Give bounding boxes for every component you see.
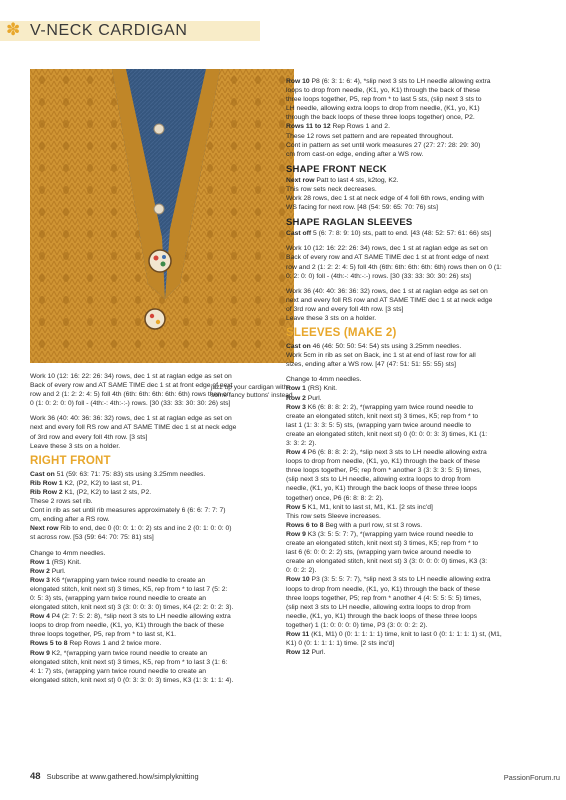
text-line: create an elongated stitch, knit next st) 3 times, K5; rep from * to	[286, 412, 479, 420]
row-instruction: Purl.	[309, 649, 326, 657]
text-line: (slip next 3 sts to LH needle, allowing extra loops to drop from	[286, 603, 471, 611]
pattern-row-line	[286, 342, 552, 351]
row-label: Row 9	[30, 649, 50, 657]
text-line: 3: 3: 2: 2).	[286, 440, 317, 447]
text-line: This row sets neck decreases.	[286, 185, 377, 193]
text-line: three loops together, P5, rep from * to last 5 sts, (slip next 3 sts to	[286, 96, 482, 104]
row-instruction: Beg with a purl row, st st 3 rows.	[323, 521, 423, 529]
page-title: V-NECK CARDIGAN	[30, 22, 188, 39]
text-line: three loops together, P5; rep from * another 3 (3: 3: 3: 5: 5) times,	[286, 467, 482, 475]
row-label: Rows 11 to 12	[286, 123, 331, 131]
pattern-row-line	[286, 448, 552, 457]
watermark: PassionForum.ru	[503, 773, 560, 782]
row-instruction: Purl.	[49, 567, 66, 575]
row-instruction: K6 (6: 8: 8: 2: 2), *(wrapping yarn twice round needle to	[305, 403, 474, 411]
pattern-row-line	[286, 630, 552, 639]
row-instruction: Rib to end, dec 0 (0: 0: 1: 0: 2) sts and inc 2 (0: 1: 0: 0: 0)	[58, 525, 232, 533]
row-label: Rib Row 1	[30, 479, 63, 487]
row-label: Cast off	[286, 230, 312, 238]
row-instruction: K1, (P2, K2) to last 2 sts, P2.	[62, 488, 152, 496]
pattern-row-line	[286, 384, 552, 393]
row-instruction: K2, *(wrapping yarn twice round needle to create an	[49, 649, 208, 657]
row-instruction: 5 (6: 7: 8: 9: 10) sts, patt to end. [43 (48: 52: 57: 61: 66) sts]	[311, 230, 492, 238]
text-line: sizes, ending after a WS row. [47 (47: 51: 51: 55: 55) sts]	[286, 361, 456, 369]
text-line: These 2 rows set rib.	[30, 498, 93, 506]
row-instruction: K2, (P2, K2) to last st, P1.	[62, 479, 143, 487]
text-line: (slip next 3 sts to LH needle, allowing extra loops to drop from	[286, 476, 471, 484]
text-line: Work 5cm in rib as set on Back, inc 1 st at end of last row for all	[286, 352, 476, 360]
pattern-row-line	[286, 648, 552, 657]
text-line: elongated stitch, knit next st) 3 (3: 0: 0: 3: 0) times, K4 (2: 2: 0: 2: 3).	[30, 604, 234, 612]
photo-caption-line: jazz up your cardigan with	[211, 384, 288, 391]
footer-subscribe-text: Subscribe at www.gathered.how/simplyknitting	[46, 772, 199, 781]
row-instruction: (K1, M1) 0 (0: 1: 1: 1: 1) time, knit to last 0 (0: 1: 1: 1: 1) st, (M1,	[309, 630, 502, 638]
pattern-row-line	[30, 567, 294, 576]
pattern-row-line	[30, 612, 294, 621]
text-line: together) once, P6 (6: 8: 8: 2: 2).	[286, 494, 384, 502]
text-line: create an elongated stitch, knit next st) 3 times, K5; rep from * to	[286, 540, 479, 548]
text-line: Back of every row and AT SAME TIME dec 1 st at front edge of next	[30, 382, 233, 390]
text-line: cm from cast-on edge, ending after a WS row.	[286, 150, 424, 158]
section-heading: SLEEVES (MAKE 2)	[286, 327, 397, 340]
text-line: 0 (1: 0: 2: 0: 0) foll - (4th:-: 4th:-:-) rows. [30 (33: 33: 30: 30: 26) sts]	[30, 400, 231, 408]
pattern-row-line	[30, 524, 294, 533]
text-line: last 6 (6: 0: 0: 2: 2) sts, (wrapping yarn twice around needle to	[286, 549, 471, 557]
pattern-row-line	[30, 479, 294, 488]
pattern-row-line	[286, 403, 552, 412]
pattern-row-line	[286, 530, 552, 539]
row-instruction: P6 (6: 8: 8: 2: 2), *slip next 3 sts to LH needle allowing extra	[305, 449, 487, 457]
row-label: Row 5	[286, 503, 306, 511]
pattern-row-line	[286, 521, 552, 530]
text-line: Change to 4mm needles.	[30, 549, 106, 557]
text-line: of 3rd row and every foll 4th row. [3 sts]	[286, 305, 404, 313]
pattern-row-line	[30, 488, 294, 497]
pattern-row-line	[286, 503, 552, 512]
text-line: LH needle, allowing extra loops to drop from needle, (K1, yo, K1)	[286, 105, 480, 113]
row-instruction: K1, M1, knit to last st, M1, K1. [2 sts inc'd]	[305, 503, 433, 511]
row-label: Next row	[30, 525, 59, 533]
row-label: Row 2	[286, 394, 306, 402]
row-instruction: Patt to last 4 sts, k2tog, K2.	[314, 176, 399, 184]
text-line: 0: 0: 2: 2).	[286, 567, 317, 575]
row-instruction: (RS) Knit.	[49, 558, 82, 566]
text-line: create an elongated stitch, knit next st) 3 (3: 0: 0: 0: 0) times, K3 (3:	[286, 558, 488, 566]
text-line: next and every foll RS row and AT SAME TIME dec 1 st at neck edge	[286, 296, 493, 304]
text-line: Cont in rib as set until rib measures approximately 6 (6: 6: 7: 7: 7)	[30, 507, 226, 515]
row-label: Row 4	[286, 449, 306, 457]
cardigan-image	[30, 69, 294, 363]
text-line: Change to 4mm needles.	[286, 376, 362, 384]
row-label: Cast on	[30, 470, 55, 478]
text-line: together) 1 (1: 0: 0: 0: 0) time, P3 (3: 0: 0: 2: 2).	[286, 621, 428, 629]
row-label: Row 10	[286, 78, 310, 85]
text-line: of 3rd row and every foll 4th row. [3 sts]	[30, 433, 148, 441]
pattern-row-line	[30, 576, 294, 585]
text-line: This row sets Sleeve increases.	[286, 512, 381, 520]
row-label: Row 2	[30, 567, 50, 575]
row-label: Row 9	[286, 530, 306, 538]
pattern-row-line	[286, 176, 552, 185]
pattern-row-line	[30, 558, 294, 567]
pattern-row-line	[30, 639, 294, 648]
row-instruction: (RS) Knit.	[305, 385, 338, 393]
row-label: Row 3	[30, 576, 50, 584]
row-instruction: 51 (59: 63: 71: 75: 83) sts using 3.25mm needles.	[54, 470, 206, 478]
text-line: Work 10 (12: 16: 22: 26: 34) rows, dec 1 st at raglan edge as set on	[30, 373, 232, 380]
text-line: loops to drop from needle, (K1, yo, K1) through the back of these	[286, 87, 480, 95]
text-line: row and 2 (1: 2: 2: 4: 5) foll 4th (6th: 6th: 6th: 6th: 6th) rows then on 0 (1:	[286, 263, 502, 271]
row-label: Row 4	[30, 613, 50, 621]
row-instruction: 46 (46: 50: 50: 54: 54) sts using 3.25mm needles.	[310, 343, 462, 351]
text-line: Back of every row and AT SAME TIME dec 1 st at front edge of next	[286, 254, 489, 262]
pattern-row-line	[30, 470, 294, 479]
text-line: row and 2 (1: 2: 2: 4: 5) foll 4th (6th: 6th: 6th: 6th: 6th) rows then on	[30, 391, 231, 399]
row-label: Row 3	[286, 403, 306, 411]
page-number: 48	[30, 771, 41, 782]
text-line: elongated stitch, knit next st) 3 times, K5, rep from * to last 7 (5: 2:	[30, 585, 228, 593]
text-line: Work 28 rows, dec 1 st at neck edge of 4 foll 6th rows, ending with	[286, 195, 484, 203]
row-label: Next row	[286, 176, 315, 184]
subsection-heading: SHAPE FRONT NECK	[286, 163, 387, 175]
row-label: Row 1	[30, 558, 50, 566]
text-line: Leave these 3 sts on a holder.	[286, 314, 377, 322]
text-line: three loops together, P5, rep from * to last st, K1.	[30, 631, 176, 639]
row-instruction: K6 *(wrapping yarn twice round needle to create an	[49, 576, 206, 584]
pattern-row-line	[286, 394, 552, 403]
pattern-row-line	[286, 575, 552, 584]
subsection-heading: SHAPE RAGLAN SLEEVES	[286, 217, 413, 229]
text-line: loops to drop from needle, (K1, yo, K1) through the back of these	[286, 458, 480, 466]
page-footer	[30, 771, 199, 782]
row-instruction: Rep Rows 1 and 2 twice more.	[67, 640, 162, 648]
pattern-row-line	[286, 229, 552, 238]
row-instruction: P3 (3: 5: 5: 7: 7), *slip next 3 sts to LH needle allowing extra	[309, 576, 491, 584]
text-line: three loops together, P5; rep from * another 4 (4: 5: 5: 5: 5) times,	[286, 594, 482, 602]
text-line: loops to drop from needle, (K1, yo, K1) through the back of these	[30, 622, 224, 630]
text-line: WS facing for next row. [48 (54: 59: 65: 70: 76) sts]	[286, 204, 438, 212]
flower-icon: ✽	[6, 20, 21, 40]
text-line: elongated stitch, knit next st) 0 (0: 3: 3: 0: 3) times, K3 (1: 3: 1: 1: 4).	[30, 676, 234, 684]
row-label: Rows 5 to 8	[30, 640, 68, 648]
text-line: 0: 2: 0: 0) foll - (4th:-: 4th:-:-) rows. [30 (33: 33: 30: 30: 26) sts]	[286, 272, 471, 280]
row-instruction: P4 (2: 7: 5: 2: 8), *slip next 3 sts to LH needle allowing extra	[49, 613, 231, 621]
text-line: next and every foll RS row and AT SAME TIME dec 1 st at neck edge	[30, 424, 237, 432]
photo-caption-line: some fancy buttons' instead	[211, 392, 293, 399]
text-line: elongated stitch, knit next st) 3 times, K5, rep from * to last 3 (1: 6:	[30, 658, 228, 666]
row-label: Row 10	[286, 576, 310, 584]
row-instruction: Rep Rows 1 and 2.	[330, 123, 390, 131]
text-line: These 12 rows set pattern and are repeated throughout.	[286, 132, 454, 140]
text-line: needle, (K1, yo, K1) through the back loops of these three loops	[286, 485, 477, 493]
text-line: Cont in pattern as set until work measures 27 (27: 27: 28: 29: 30)	[286, 141, 481, 149]
row-label: Row 12	[286, 649, 310, 657]
row-label: Rows 6 to 8	[286, 521, 324, 529]
text-line: Work 10 (12: 16: 22: 26: 34) rows, dec 1 st at raglan edge as set on	[286, 245, 488, 253]
row-label: Row 11	[286, 630, 310, 638]
text-line: through the back loops of these three loops together) once, P2.	[286, 114, 475, 122]
pattern-row-line	[30, 649, 294, 658]
section-heading: RIGHT FRONT	[30, 454, 111, 467]
row-label: Rib Row 2	[30, 488, 63, 496]
text-line: loops to drop from needle, (K1, yo, K1) through the back of these	[286, 585, 480, 593]
text-line: Work 36 (40: 40: 36: 36: 32) rows, dec 1 st at raglan edge as set on	[286, 287, 488, 295]
row-instruction: P8 (6: 3: 1: 6: 4), *slip next 3 sts to LH needle allowing extra	[309, 78, 491, 85]
right-column	[286, 77, 552, 657]
row-instruction: K3 (3: 5: 5: 7: 7), *(wrapping yarn twice round needle to	[305, 530, 474, 538]
page-header	[0, 0, 566, 44]
left-column	[30, 372, 294, 685]
text-line: needle, (K1, yo, K1) through the back loops of these three loops	[286, 612, 477, 620]
text-line: last 1 (1: 3: 3: 5: 5) sts, (wrapping yarn twice around needle to	[286, 421, 471, 429]
text-line: st across row. [53 (59: 64: 70: 75: 81) sts]	[30, 534, 154, 542]
pattern-row-line	[286, 77, 552, 86]
row-instruction: Purl.	[305, 394, 322, 402]
row-label: Cast on	[286, 343, 311, 351]
text-line: 4: 1: 7) sts, (wrapping yarn twice round needle to create an	[30, 667, 206, 675]
text-line: create an elongated stitch, knit next st) 0 (0: 0: 0: 3: 3) times, K1 (1:	[286, 430, 488, 438]
text-line: K1) 0 (0: 1: 1: 1: 1) time. [2 sts inc'd]	[286, 640, 395, 648]
row-label: Row 1	[286, 385, 306, 393]
text-line: 0: 5: 3) sts, (wrapping yarn twice round needle to create an	[30, 594, 206, 602]
text-line: cm, ending after a RS row.	[30, 516, 110, 524]
text-line: Leave these 3 sts on a holder.	[30, 442, 121, 450]
pattern-row-line	[286, 122, 552, 131]
text-line: Work 36 (40: 40: 36: 36: 32) rows, dec 1 st at raglan edge as set on	[30, 415, 232, 423]
